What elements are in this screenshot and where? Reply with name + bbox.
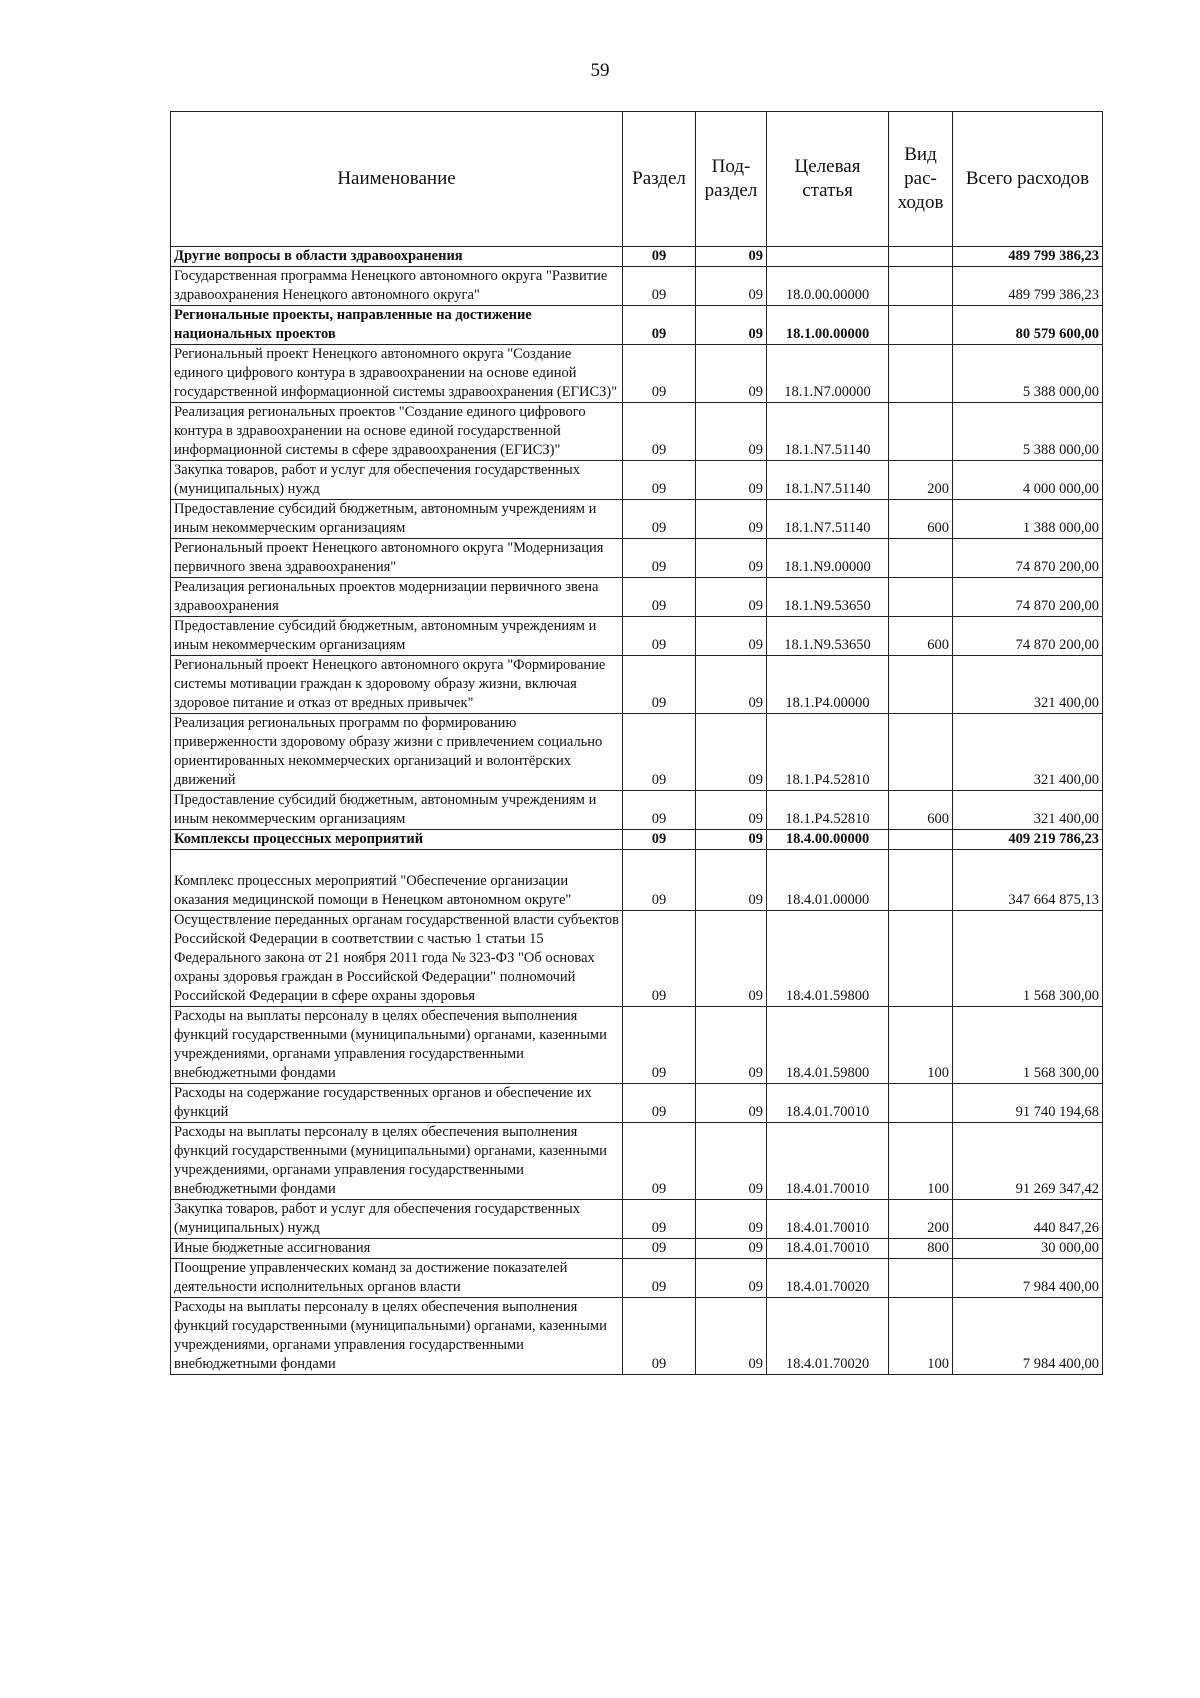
header-subsection: Под- раздел [696, 112, 767, 247]
cell-target-article: 18.4.01.70010 [767, 1200, 889, 1239]
table-row [171, 578, 1103, 617]
table-row [171, 617, 1103, 656]
cell-expense-kind [889, 830, 953, 850]
cell-section: 09 [623, 911, 696, 1007]
cell-total: 1 568 300,00 [953, 911, 1103, 1007]
cell-name: Расходы на выплаты персоналу в целях обеспечения выполнения функций государственными (муниципальными) органами, казенными учреждениями, органами управления государственными внебюджетными фондами [171, 1007, 623, 1084]
table-row [171, 1007, 1103, 1084]
cell-expense-kind [889, 1259, 953, 1298]
cell-section: 09 [623, 1259, 696, 1298]
cell-section: 09 [623, 247, 696, 267]
cell-total: 5 388 000,00 [953, 403, 1103, 461]
cell-expense-kind [889, 306, 953, 345]
cell-expense-kind [889, 1084, 953, 1123]
cell-target-article: 18.4.01.59800 [767, 911, 889, 1007]
cell-total: 74 870 200,00 [953, 617, 1103, 656]
table-row [171, 1200, 1103, 1239]
cell-section: 09 [623, 830, 696, 850]
cell-target-article: 18.1.N9.53650 [767, 578, 889, 617]
table-row [171, 306, 1103, 345]
cell-section: 09 [623, 1123, 696, 1200]
cell-subsection: 09 [696, 791, 767, 830]
cell-subsection: 09 [696, 714, 767, 791]
cell-name: Реализация региональных проектов модернизации первичного звена здравоохранения [171, 578, 623, 617]
cell-total: 321 400,00 [953, 791, 1103, 830]
cell-total: 489 799 386,23 [953, 247, 1103, 267]
cell-section: 09 [623, 500, 696, 539]
cell-expense-kind: 600 [889, 617, 953, 656]
cell-subsection: 09 [696, 267, 767, 306]
cell-expense-kind [889, 578, 953, 617]
cell-target-article: 18.1.00.00000 [767, 306, 889, 345]
cell-expense-kind: 800 [889, 1239, 953, 1259]
cell-name: Осуществление переданных органам государственной власти субъектов Российской Федерации в соответствии с частью 1 статьи 15 Федерального закона от 21 ноября 2011 года № 323-ФЗ "Об основах охраны здоровья граждан в Российской Федерации" полномочий Российской Федерации в сфере охраны здоровья [171, 911, 623, 1007]
cell-subsection: 09 [696, 830, 767, 850]
cell-total: 1 388 000,00 [953, 500, 1103, 539]
header-expense-kind: Вид рас- ходов [889, 112, 953, 247]
cell-target-article: 18.4.01.70020 [767, 1298, 889, 1375]
cell-total: 321 400,00 [953, 656, 1103, 714]
cell-expense-kind: 100 [889, 1298, 953, 1375]
table-row [171, 345, 1103, 403]
cell-subsection: 09 [696, 1298, 767, 1375]
cell-name: Предоставление субсидий бюджетным, автономным учреждениям и иным некоммерческим организациям [171, 617, 623, 656]
table-row [171, 500, 1103, 539]
cell-name: Поощрение управленческих команд за достижение показателей деятельности исполнительных органов власти [171, 1259, 623, 1298]
cell-name: Закупка товаров, работ и услуг для обеспечения государственных (муниципальных) нужд [171, 461, 623, 500]
cell-subsection: 09 [696, 1084, 767, 1123]
cell-expense-kind: 100 [889, 1123, 953, 1200]
table-row [171, 403, 1103, 461]
cell-name: Региональный проект Ненецкого автономного округа "Создание единого цифрового контура в здравоохранении на основе единой государственной информационной системы здравоохранения (ЕГИСЗ)" [171, 345, 623, 403]
cell-subsection: 09 [696, 1200, 767, 1239]
cell-subsection: 09 [696, 461, 767, 500]
cell-subsection: 09 [696, 1007, 767, 1084]
cell-section: 09 [623, 791, 696, 830]
cell-section: 09 [623, 461, 696, 500]
cell-expense-kind [889, 656, 953, 714]
cell-total: 7 984 400,00 [953, 1259, 1103, 1298]
header-total: Всего расходов [953, 112, 1103, 247]
cell-section: 09 [623, 403, 696, 461]
cell-total: 321 400,00 [953, 714, 1103, 791]
cell-subsection: 09 [696, 1239, 767, 1259]
cell-name: Расходы на содержание государственных органов и обеспечение их функций [171, 1084, 623, 1123]
table-row [171, 1239, 1103, 1259]
cell-section: 09 [623, 539, 696, 578]
cell-target-article: 18.4.01.59800 [767, 1007, 889, 1084]
cell-total: 30 000,00 [953, 1239, 1103, 1259]
cell-target-article: 18.1.N7.51140 [767, 500, 889, 539]
cell-total: 409 219 786,23 [953, 830, 1103, 850]
cell-section: 09 [623, 345, 696, 403]
cell-total: 7 984 400,00 [953, 1298, 1103, 1375]
cell-target-article: 18.1.P4.00000 [767, 656, 889, 714]
table-row [171, 1084, 1103, 1123]
cell-target-article: 18.1.P4.52810 [767, 791, 889, 830]
cell-name: Реализация региональных программ по формированию приверженности здоровому образу жизни с привлечением социально ориентированных некоммерческих организаций и волонтёрских движений [171, 714, 623, 791]
cell-name: Предоставление субсидий бюджетным, автономным учреждениям и иным некоммерческим организациям [171, 791, 623, 830]
cell-name: Предоставление субсидий бюджетным, автономным учреждениям и иным некоммерческим организациям [171, 500, 623, 539]
cell-subsection: 09 [696, 306, 767, 345]
cell-target-article: 18.4.01.70010 [767, 1123, 889, 1200]
cell-subsection: 09 [696, 850, 767, 911]
cell-subsection: 09 [696, 656, 767, 714]
cell-name: Региональный проект Ненецкого автономного округа "Модернизация первичного звена здравоохранения" [171, 539, 623, 578]
table-row [171, 850, 1103, 911]
cell-name: Региональные проекты, направленные на достижение национальных проектов [171, 306, 623, 345]
cell-total: 91 269 347,42 [953, 1123, 1103, 1200]
cell-section: 09 [623, 850, 696, 911]
cell-target-article: 18.4.01.70010 [767, 1239, 889, 1259]
table-row [171, 911, 1103, 1007]
cell-section: 09 [623, 306, 696, 345]
table-header [171, 112, 1103, 247]
cell-name: Расходы на выплаты персоналу в целях обеспечения выполнения функций государственными (муниципальными) органами, казенными учреждениями, органами управления государственными внебюджетными фондами [171, 1298, 623, 1375]
cell-section: 09 [623, 267, 696, 306]
budget-table [170, 111, 1103, 1375]
table-row [171, 791, 1103, 830]
cell-target-article [767, 247, 889, 267]
cell-target-article: 18.1.N7.00000 [767, 345, 889, 403]
header-target-article: Целевая статья [767, 112, 889, 247]
cell-subsection: 09 [696, 578, 767, 617]
cell-section: 09 [623, 1239, 696, 1259]
cell-expense-kind [889, 850, 953, 911]
cell-total: 489 799 386,23 [953, 267, 1103, 306]
cell-name: Государственная программа Ненецкого автономного округа "Развитие здравоохранения Ненецкого автономного округа" [171, 267, 623, 306]
table-row [171, 714, 1103, 791]
cell-target-article: 18.1.P4.52810 [767, 714, 889, 791]
cell-target-article: 18.4.01.70010 [767, 1084, 889, 1123]
cell-section: 09 [623, 1298, 696, 1375]
cell-subsection: 09 [696, 1259, 767, 1298]
cell-total: 347 664 875,13 [953, 850, 1103, 911]
cell-total: 440 847,26 [953, 1200, 1103, 1239]
cell-total: 74 870 200,00 [953, 539, 1103, 578]
cell-section: 09 [623, 1007, 696, 1084]
cell-total: 74 870 200,00 [953, 578, 1103, 617]
cell-subsection: 09 [696, 617, 767, 656]
cell-target-article: 18.1.N9.53650 [767, 617, 889, 656]
cell-expense-kind [889, 403, 953, 461]
cell-expense-kind: 600 [889, 500, 953, 539]
cell-expense-kind: 600 [889, 791, 953, 830]
cell-name: Закупка товаров, работ и услуг для обеспечения государственных (муниципальных) нужд [171, 1200, 623, 1239]
cell-subsection: 09 [696, 911, 767, 1007]
cell-name: Расходы на выплаты персоналу в целях обеспечения выполнения функций государственными (муниципальными) органами, казенными учреждениями, органами управления государственными внебюджетными фондами [171, 1123, 623, 1200]
table-row [171, 461, 1103, 500]
cell-target-article: 18.1.N7.51140 [767, 403, 889, 461]
table-row [171, 1298, 1103, 1375]
table-row [171, 830, 1103, 850]
cell-expense-kind [889, 539, 953, 578]
cell-target-article: 18.4.01.00000 [767, 850, 889, 911]
cell-section: 09 [623, 714, 696, 791]
cell-subsection: 09 [696, 403, 767, 461]
table-row [171, 1123, 1103, 1200]
cell-subsection: 09 [696, 500, 767, 539]
cell-section: 09 [623, 617, 696, 656]
cell-subsection: 09 [696, 345, 767, 403]
cell-section: 09 [623, 1084, 696, 1123]
cell-name: Региональный проект Ненецкого автономного округа "Формирование системы мотивации граждан к здоровому образу жизни, включая здоровое питание и отказ от вредных привычек" [171, 656, 623, 714]
cell-total: 91 740 194,68 [953, 1084, 1103, 1123]
cell-section: 09 [623, 656, 696, 714]
cell-total: 5 388 000,00 [953, 345, 1103, 403]
cell-section: 09 [623, 578, 696, 617]
cell-total: 4 000 000,00 [953, 461, 1103, 500]
cell-total: 1 568 300,00 [953, 1007, 1103, 1084]
cell-total: 80 579 600,00 [953, 306, 1103, 345]
cell-target-article: 18.0.00.00000 [767, 267, 889, 306]
cell-target-article: 18.1.N7.51140 [767, 461, 889, 500]
cell-expense-kind [889, 345, 953, 403]
cell-expense-kind [889, 911, 953, 1007]
cell-expense-kind: 100 [889, 1007, 953, 1084]
cell-subsection: 09 [696, 247, 767, 267]
table-row [171, 1259, 1103, 1298]
table-row [171, 656, 1103, 714]
cell-name: Иные бюджетные ассигнования [171, 1239, 623, 1259]
header-name: Наименование [171, 112, 623, 247]
cell-name: Реализация региональных проектов "Создание единого цифрового контура в здравоохранении на основе единой государственной информационной системы в сфере здравоохранения (ЕГИСЗ)" [171, 403, 623, 461]
cell-subsection: 09 [696, 539, 767, 578]
cell-expense-kind [889, 714, 953, 791]
cell-expense-kind: 200 [889, 1200, 953, 1239]
table-row [171, 247, 1103, 267]
cell-target-article: 18.4.00.00000 [767, 830, 889, 850]
table-body [171, 247, 1103, 1375]
cell-section: 09 [623, 1200, 696, 1239]
page-number: 59 [590, 60, 610, 81]
cell-name: Комплекс процессных мероприятий "Обеспечение организации оказания медицинской помощи в Ненецком автономном округе" [171, 850, 623, 911]
cell-name: Другие вопросы в области здравоохранения [171, 247, 623, 267]
table-row [171, 539, 1103, 578]
cell-expense-kind: 200 [889, 461, 953, 500]
cell-subsection: 09 [696, 1123, 767, 1200]
header-section: Раздел [623, 112, 696, 247]
cell-expense-kind [889, 267, 953, 306]
table-row [171, 267, 1103, 306]
cell-expense-kind [889, 247, 953, 267]
cell-target-article: 18.1.N9.00000 [767, 539, 889, 578]
cell-name: Комплексы процессных мероприятий [171, 830, 623, 850]
cell-target-article: 18.4.01.70020 [767, 1259, 889, 1298]
